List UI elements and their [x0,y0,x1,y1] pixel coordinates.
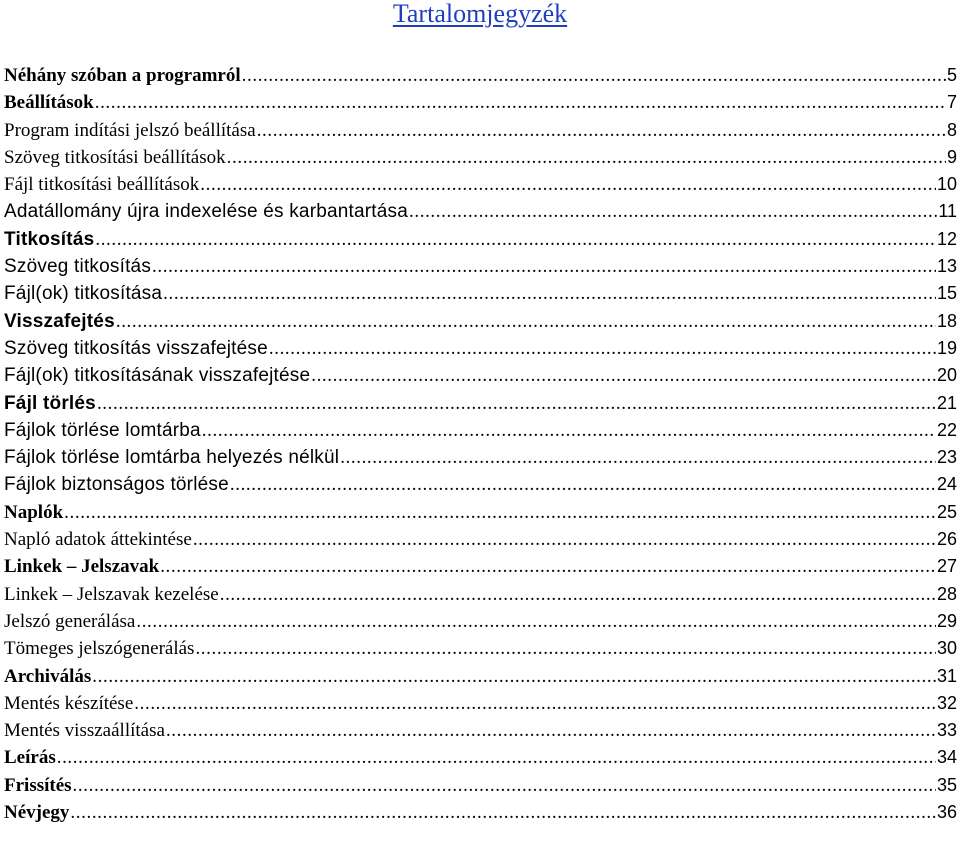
toc-entry-label[interactable]: Szöveg titkosítás visszafejtése [4,337,268,359]
toc-entry-label[interactable]: Fájlok törlése lomtárba [4,419,201,441]
dot-leader [230,471,936,498]
dot-leader [242,62,946,89]
toc-entry[interactable] [4,471,957,498]
toc-entry[interactable] [4,89,957,116]
toc-entry-page-number[interactable]: 5 [946,65,957,85]
toc-entry-label[interactable]: Tömeges jelszógenerálás [4,638,195,660]
toc-entry[interactable] [4,144,957,171]
toc-entry[interactable] [4,390,957,417]
toc-entry[interactable] [4,362,957,389]
dot-leader [70,799,936,826]
toc-entry-label[interactable]: Linkek – Jelszavak [4,556,160,578]
toc-entry-page-number[interactable]: 31 [936,665,957,686]
dot-leader [257,117,946,144]
toc-entry-label[interactable]: Linkek – Jelszavak kezelése [4,583,219,605]
toc-entry-label[interactable]: Szöveg titkosítás [4,256,152,278]
toc-entry[interactable] [4,417,957,444]
toc-entry-page-number[interactable]: 15 [936,283,957,304]
toc-entry-page-number[interactable]: 21 [936,392,957,413]
dot-leader [220,581,936,608]
toc-entry-label[interactable]: Szöveg titkosítási beállítások [4,146,226,168]
dot-leader [136,608,936,635]
dot-leader [269,335,936,362]
toc-entry-page-number[interactable]: 25 [936,501,957,522]
toc-entry-label[interactable]: Napló adatok áttekintése [4,529,192,551]
toc-entry[interactable] [4,198,957,225]
toc-entry[interactable] [4,717,957,744]
page-title: Tartalomjegyzék [392,0,568,28]
dot-leader [163,280,936,307]
toc-entry-label[interactable]: Fájl(ok) titkosításának visszafejtése [4,365,311,387]
toc-entry-label[interactable]: Fájlok biztonságos törlése [4,474,229,496]
toc-entry-page-number[interactable]: 36 [936,802,957,823]
toc-entry[interactable] [4,280,957,307]
toc-entry-page-number[interactable]: 20 [936,365,957,386]
toc-entry-page-number[interactable]: 29 [936,610,957,631]
toc-entry-label[interactable]: Frissítés [4,774,72,796]
toc-entry-page-number[interactable]: 8 [946,119,957,140]
toc-entry[interactable] [4,608,957,635]
dot-leader [340,444,936,471]
toc-entry-label[interactable]: Leírás [4,747,56,769]
toc-entry-label[interactable]: Visszafejtés [4,310,115,332]
toc-entry-label[interactable]: Titkosítás [4,228,95,250]
toc-entry[interactable] [4,226,957,253]
toc-entry-page-number[interactable]: 34 [936,747,957,768]
toc-entry[interactable] [4,744,957,771]
toc-entry-page-number[interactable]: 33 [936,720,957,741]
toc-entry[interactable] [4,663,957,690]
toc-entry-label[interactable]: Adatállomány újra indexelése és karbantartása [4,201,409,223]
toc-entry[interactable] [4,635,957,662]
toc-entry-label[interactable]: Mentés visszaállítása [4,720,165,742]
toc-entry[interactable] [4,799,957,826]
dot-leader [116,308,936,335]
toc-entry-page-number[interactable]: 30 [936,638,957,659]
toc-entry[interactable] [4,308,957,335]
toc-entry-label[interactable]: Fájl titkosítási beállítások [4,174,200,196]
toc-entry[interactable] [4,690,957,717]
toc-entry-page-number[interactable]: 12 [936,228,957,249]
toc-entry-label[interactable]: Néhány szóban a programról [4,65,241,86]
dot-leader [95,89,946,116]
dot-leader [92,663,936,690]
toc-entry[interactable] [4,62,957,89]
toc-entry-label[interactable]: Jelszó generálása [4,610,136,632]
toc-entry-label[interactable]: Fájlok törlése lomtárba helyezés nélkül [4,447,340,469]
toc-entry-label[interactable]: Mentés készítése [4,692,134,714]
toc-entry-page-number[interactable]: 32 [936,692,957,713]
toc-entry[interactable] [4,772,957,799]
toc-entry[interactable] [4,171,957,198]
dot-leader [227,144,946,171]
dot-leader [73,772,936,799]
toc-entry[interactable] [4,499,957,526]
dot-leader [311,362,936,389]
dot-leader [64,499,936,526]
dot-leader [95,226,936,253]
toc-entry-label[interactable]: Naplók [4,501,64,523]
toc-entry-label[interactable]: Archiválás [4,665,92,687]
dot-leader [160,553,936,580]
dot-leader [134,690,936,717]
toc-entry-page-number[interactable]: 27 [936,556,957,577]
toc-entry[interactable] [4,117,957,144]
toc-entry[interactable] [4,581,957,608]
toc-entry[interactable] [4,553,957,580]
toc-entry-page-number[interactable]: 35 [936,774,957,795]
toc-entry-page-number[interactable]: 10 [936,174,957,195]
toc-entry-page-number[interactable]: 26 [936,529,957,550]
toc-entry-page-number[interactable]: 11 [938,201,957,222]
dot-leader [193,526,936,553]
toc-entry-page-number[interactable]: 13 [936,256,957,277]
dot-leader [200,171,936,198]
dot-leader [195,635,936,662]
dot-leader [202,417,936,444]
toc-entry-page-number[interactable]: 22 [936,419,957,440]
toc-entry-page-number[interactable]: 23 [936,447,957,468]
dot-leader [152,253,936,280]
dot-leader [409,198,937,225]
toc-entry-page-number[interactable]: 7 [946,92,957,113]
toc-entry-label[interactable]: Fájl törlés [4,392,96,414]
toc-entry[interactable] [4,444,957,471]
toc-entry-label[interactable]: Program indítási jelszó beállítása [4,119,256,141]
toc-entry-page-number[interactable]: 19 [936,337,957,358]
toc-entry-label[interactable]: Fájl(ok) titkosítása [4,283,163,305]
toc-entry-page-number[interactable]: 24 [936,474,957,495]
toc-entry-label[interactable]: Beállítások [4,92,94,114]
dot-leader [97,390,936,417]
toc-entry-page-number[interactable]: 18 [936,310,957,331]
toc-entry[interactable] [4,335,957,362]
toc-entry-page-number[interactable]: 9 [946,146,957,167]
toc-entry[interactable] [4,526,957,553]
toc-entry[interactable] [4,253,957,280]
dot-leader [166,717,936,744]
toc-entry-label[interactable]: Névjegy [4,802,70,824]
table-of-contents [4,62,957,826]
toc-entry-page-number[interactable]: 28 [936,583,957,604]
dot-leader [57,744,936,771]
